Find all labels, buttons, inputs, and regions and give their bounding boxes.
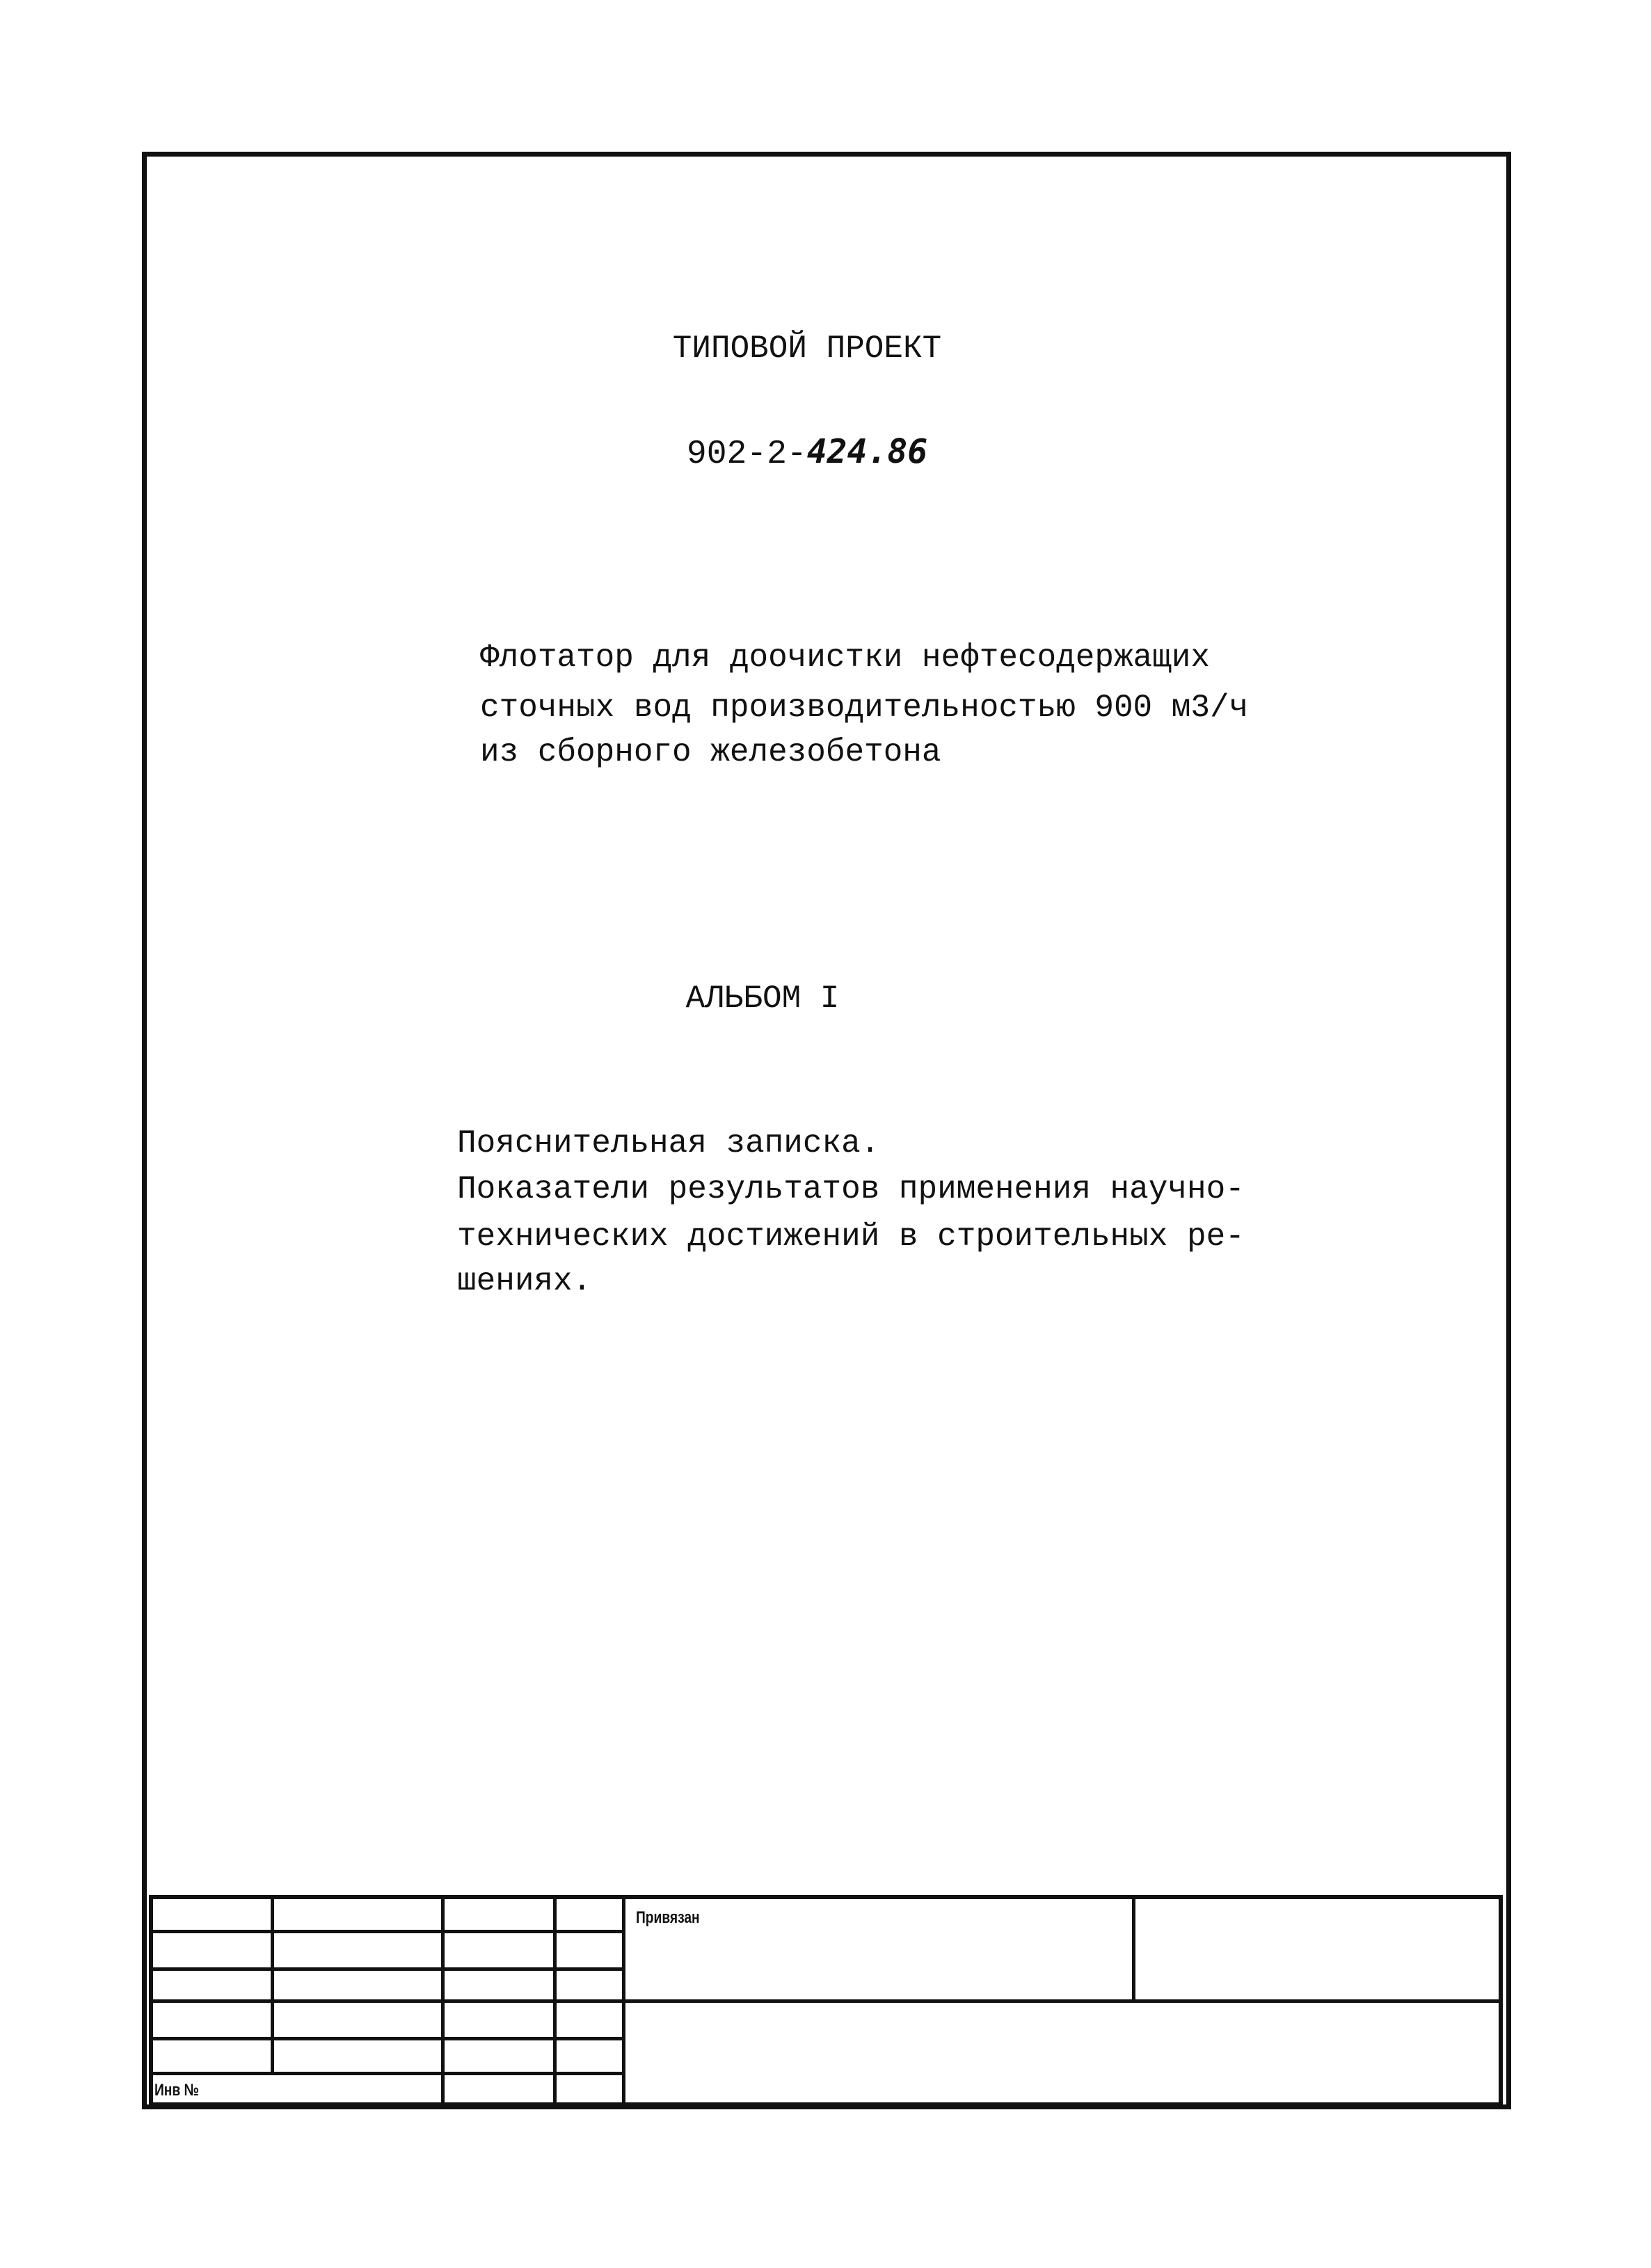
title-block-line bbox=[441, 1895, 445, 2107]
description-line: из сборного железобетона bbox=[480, 734, 941, 770]
album-title: АЛЬБОМ I bbox=[685, 981, 840, 1017]
title-block-line bbox=[149, 1999, 1503, 2003]
document-type: ТИПОВОЙ ПРОЕКТ bbox=[672, 331, 942, 367]
title-block-line bbox=[271, 1895, 274, 2072]
description-line: сточных вод производительностью 900 м3/ч bbox=[480, 690, 1249, 726]
contents-line: технических достижений в строительных ре- bbox=[457, 1219, 1245, 1255]
project-number-suffix: 424.86 bbox=[806, 432, 928, 471]
contents-line: Пояснительная записка. bbox=[457, 1125, 880, 1161]
project-number-prefix: 902-2- bbox=[686, 436, 807, 473]
linked-label: Привязан bbox=[636, 1908, 700, 1927]
title-block-line bbox=[1132, 1895, 1135, 2001]
contents-line: Показатели результатов применения научно- bbox=[457, 1171, 1245, 1207]
description-line: Флотатор для доочистки нефтесодержащих bbox=[480, 640, 1210, 676]
contents-line: шениях. bbox=[457, 1263, 592, 1299]
title-block-line bbox=[553, 1895, 557, 2107]
project-number bbox=[686, 432, 928, 473]
title-block-line bbox=[622, 1895, 625, 2107]
inventory-number-label: Инв № bbox=[154, 2081, 199, 2100]
